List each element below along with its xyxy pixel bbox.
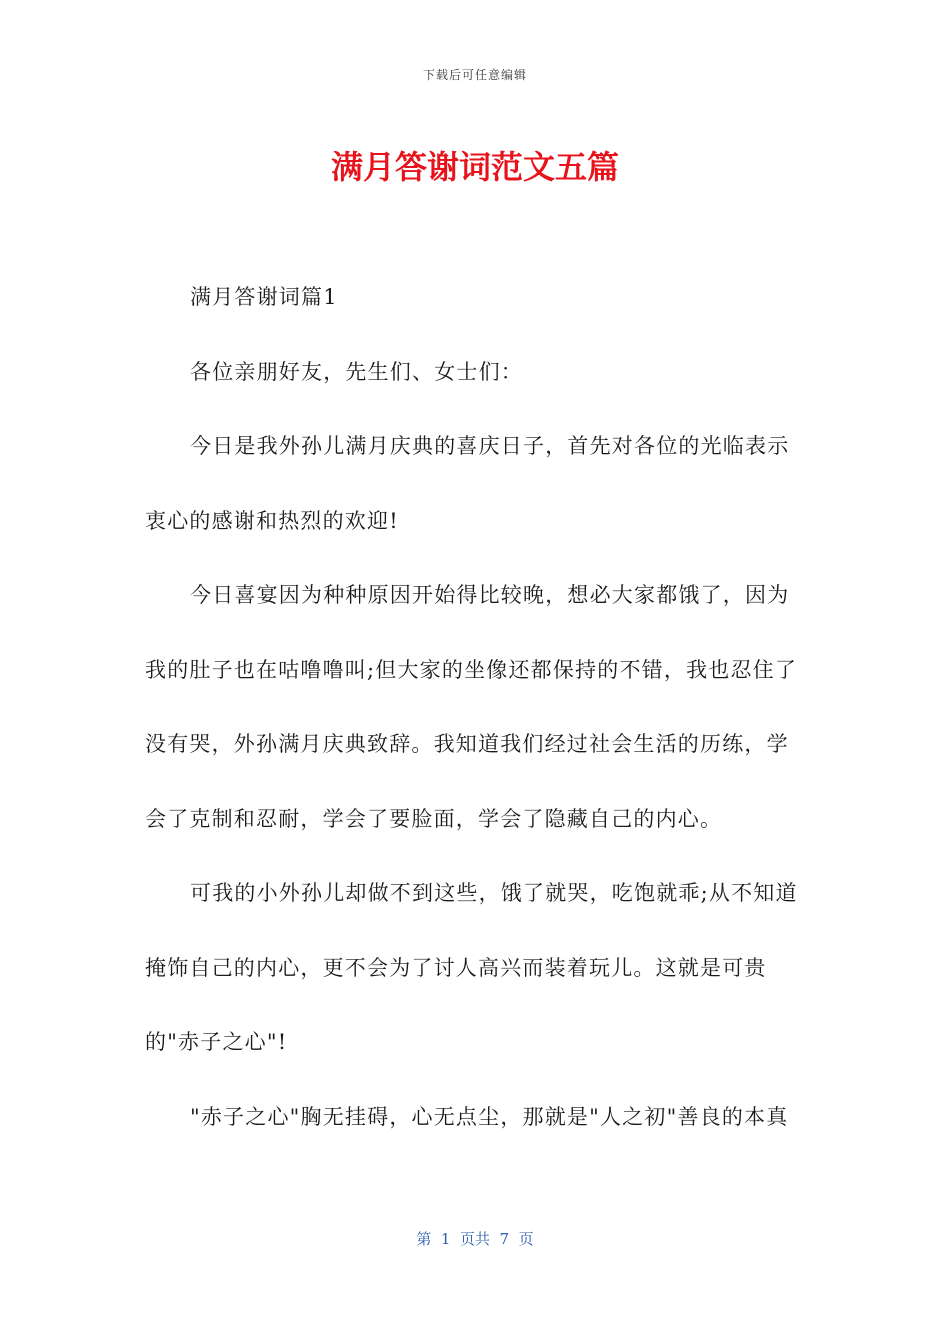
paragraph-line: 可我的小外孙儿却做不到这些，饿了就哭，吃饱就乖;从不知道 <box>190 881 798 905</box>
paragraph-line: 各位亲朋好友，先生们、女士们： <box>190 359 523 384</box>
paragraph-line: 没有哭，外孙满月庆典致辞。我知道我们经过社会生活的历练，学 <box>145 732 789 756</box>
header-note: 下载后可任意编辑 <box>422 68 527 82</box>
paragraph-line: "赤子之心"胸无挂碍，心无点尘，那就是"人之初"善良的本真 <box>190 1104 789 1129</box>
paragraph-line: 的"赤子之心"! <box>145 1030 288 1054</box>
paragraph-line: 我的肚子也在咕噜噜叫;但大家的坐像还都保持的不错，我也忍住了 <box>145 657 798 682</box>
paragraph-line: 今日喜宴因为种种原因开始得比较晚，想必大家都饿了，因为 <box>190 583 790 607</box>
paragraph-line: 掩饰自己的内心，更不会为了讨人高兴而装着玩儿。这就是可贵 <box>145 955 767 980</box>
page-number-footer: 第 1 页共 7 页 <box>416 1230 534 1248</box>
paragraph-line: 今日是我外孙儿满月庆典的喜庆日子，首先对各位的光临表示 <box>190 434 790 458</box>
section-heading: 满月答谢词篇1 <box>190 285 338 309</box>
paragraph-line: 会了克制和忍耐，学会了要脸面，学会了隐藏自己的内心。 <box>145 806 723 831</box>
paragraph-line: 衷心的感谢和热烈的欢迎! <box>145 508 399 533</box>
document-title: 满月答谢词范文五篇 <box>330 148 619 186</box>
document-body <box>145 272 810 1166</box>
